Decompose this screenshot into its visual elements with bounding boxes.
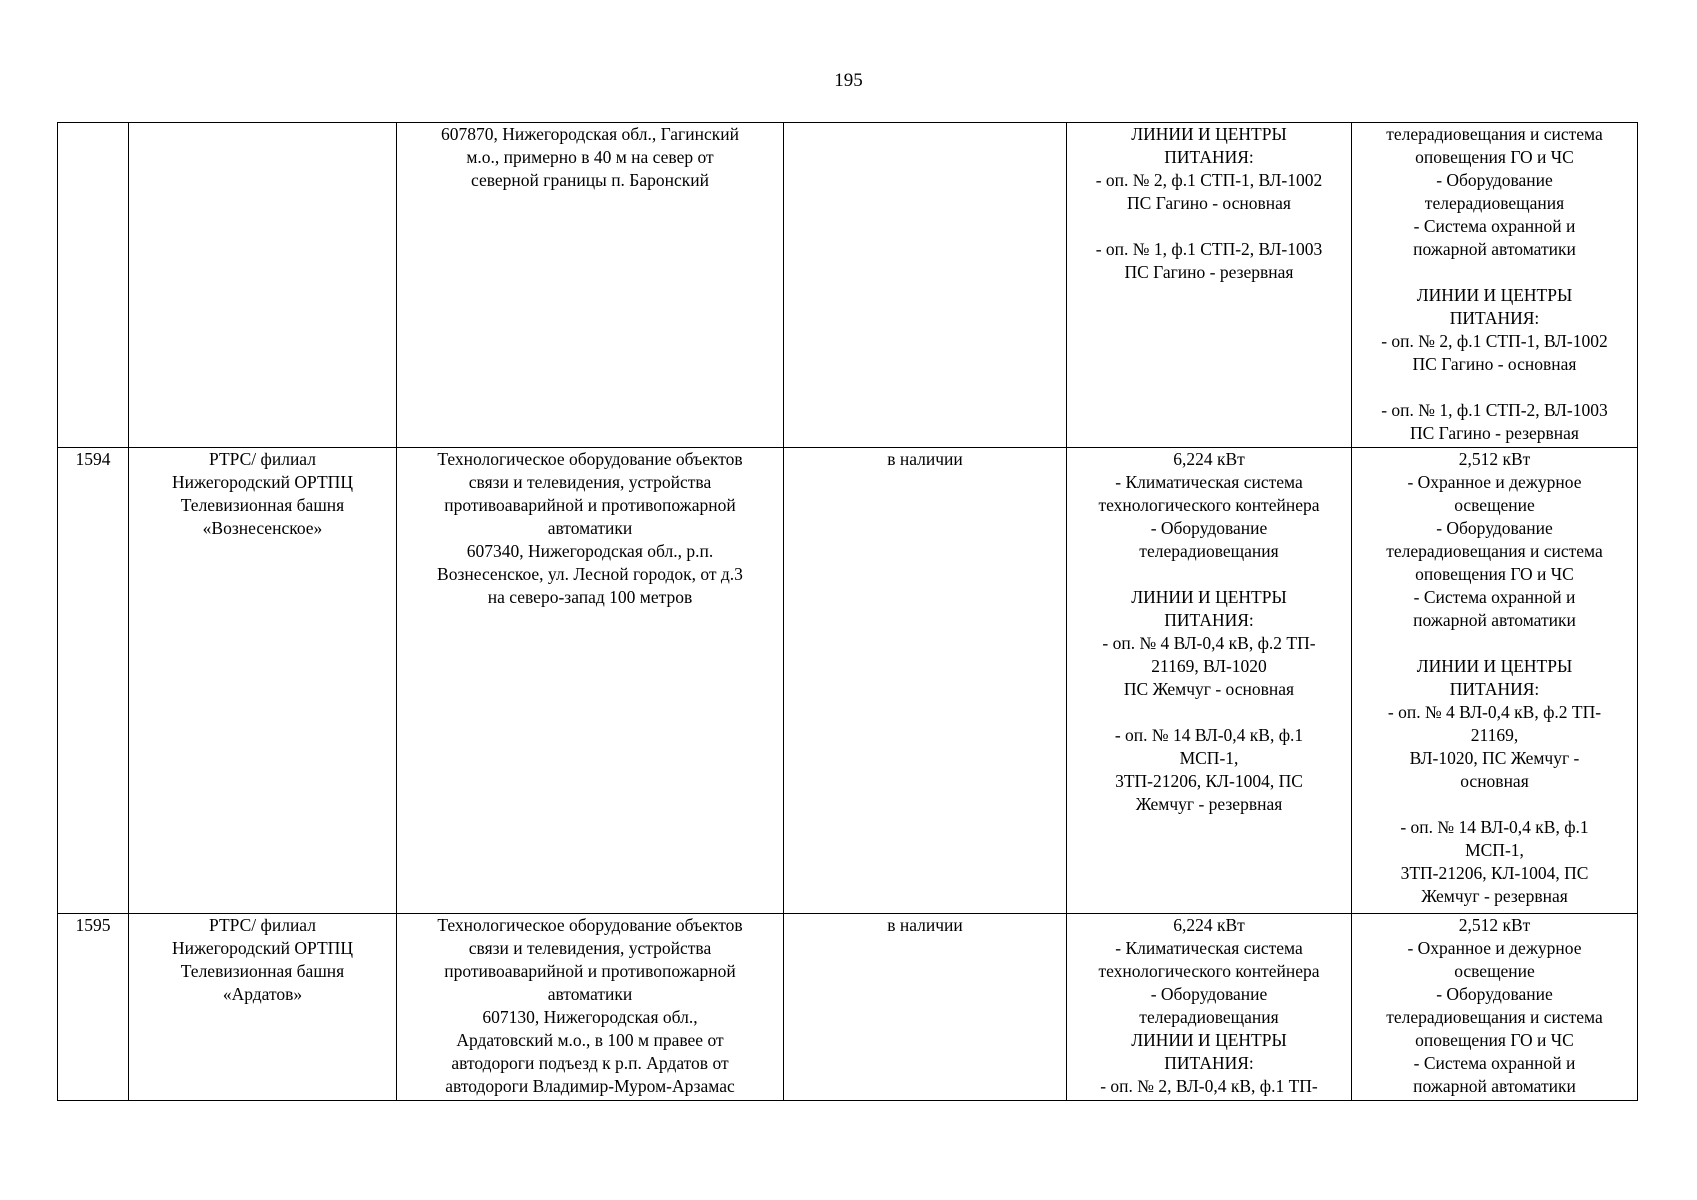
cell-text-line: ЛИНИИ И ЦЕНТРЫ [1416, 656, 1573, 676]
cell-text-line: Телевизионная башня [180, 961, 345, 981]
cell-text-line: Жемчуг - резервная [1421, 886, 1568, 906]
cell-object-address [397, 914, 784, 1101]
line-gap [1356, 793, 1633, 816]
cell-text-line: Ардатовский м.о., в 100 м правее от [456, 1030, 724, 1050]
cell-text-line: основная [1460, 771, 1529, 791]
cell-status: в наличии [784, 914, 1067, 1101]
cell-power-main [1067, 914, 1352, 1101]
cell-text-line: 607340, Нижегородская обл., р.п. [466, 541, 714, 561]
cell-text-line: оповещения ГО и ЧС [1415, 1030, 1574, 1050]
cell-text-line: - Оборудование [1150, 984, 1268, 1004]
cell-text-line: Нижегородский ОРТПЦ [172, 472, 353, 492]
cell-text-line: ВЛ-1020, ПС Жемчуг - [1409, 748, 1580, 768]
table-row [58, 914, 1638, 1101]
cell-text-line: Вознесенское, ул. Лесной городок, от д.3 [437, 564, 743, 584]
cell-text-line: - Оборудование [1150, 518, 1268, 538]
cell-text-line: Нижегородский ОРТПЦ [172, 938, 353, 958]
cell-text-line: телерадиовещания [1139, 541, 1279, 561]
cell-text-line: автоматики [547, 518, 633, 538]
cell-text-line: противоаварийной и противопожарной [444, 961, 736, 981]
cell-text-line: 2,512 кВт [1458, 915, 1531, 935]
line-gap [1356, 261, 1633, 284]
cell-text-line: - оп. № 14 ВЛ-0,4 кВ, ф.1 [1114, 725, 1304, 745]
cell-text-line: - оп. № 14 ВЛ-0,4 кВ, ф.1 [1400, 817, 1589, 837]
line-gap [1356, 632, 1633, 655]
line-gap [1071, 215, 1347, 238]
cell-text-line: ЛИНИИ И ЦЕНТРЫ [1416, 285, 1573, 305]
cell-text-line: телерадиовещания [1139, 1007, 1279, 1027]
cell-text-line: Жемчуг - резервная [1135, 794, 1283, 814]
document-table [57, 122, 1638, 1101]
cell-text-line: ПИТАНИЯ: [1164, 147, 1254, 167]
cell-text-line: 21169, [1470, 725, 1519, 745]
cell-object-address [397, 448, 784, 914]
cell-text-line: - оп. № 1, ф.1 СТП-2, ВЛ-1003 [1381, 400, 1608, 420]
cell-text-line: 6,224 кВт [1173, 449, 1245, 469]
cell-number: 1595 [58, 914, 129, 1101]
cell-text-line: оповещения ГО и ЧС [1415, 147, 1574, 167]
cell-text-line: освещение [1454, 961, 1535, 981]
cell-text-line: м.о., примерно в 40 м на север от [466, 147, 714, 167]
cell-text-line: технологического контейнера [1098, 495, 1320, 515]
cell-text-line: ЛИНИИ И ЦЕНТРЫ [1131, 1030, 1287, 1050]
cell-organization [129, 448, 397, 914]
cell-text-line: Телевизионная башня [180, 495, 345, 515]
cell-text-line: 21169, ВЛ-1020 [1151, 656, 1267, 676]
cell-text-line: ПИТАНИЯ: [1449, 679, 1540, 699]
cell-text-line: противоаварийной и противопожарной [444, 495, 736, 515]
cell-text-line: 607130, Нижегородская обл., [482, 1007, 698, 1027]
cell-text-line: - оп. № 2, ВЛ-0,4 кВ, ф.1 ТП- [1100, 1076, 1318, 1096]
cell-text-line: телерадиовещания и система [1386, 124, 1603, 144]
cell-text-line: - Климатическая система [1115, 938, 1303, 958]
cell-text-line: автодороги Владимир-Муром-Арзамас [445, 1076, 735, 1096]
cell-text-line: связи и телевидения, устройства [468, 472, 712, 492]
cell-text-line: 6,224 кВт [1173, 915, 1245, 935]
cell-text-line: ПС Гагино - основная [1127, 193, 1291, 213]
cell-status: в наличии [784, 448, 1067, 914]
table-row [58, 448, 1638, 914]
cell-text-line: телерадиовещания и система [1386, 1007, 1603, 1027]
cell-object-address [397, 123, 784, 448]
cell-text-line: связи и телевидения, устройства [468, 938, 712, 958]
cell-text-line: Технологическое оборудование объектов [437, 449, 743, 469]
cell-number: 1594 [58, 448, 129, 914]
cell-power-reserve [1352, 123, 1638, 448]
cell-text-line: - Система охранной и [1413, 587, 1576, 607]
cell-text-line: ПС Гагино - основная [1412, 354, 1577, 374]
table-row [58, 123, 1638, 448]
cell-text-line: - Оборудование [1436, 170, 1553, 190]
cell-text-line: телерадиовещания [1424, 193, 1565, 213]
cell-power-main [1067, 123, 1352, 448]
cell-number [58, 123, 129, 448]
cell-organization [129, 914, 397, 1101]
cell-text-line: - Система охранной и [1413, 1053, 1576, 1073]
cell-text-line: автодороги подъезд к р.п. Ардатов от [451, 1053, 729, 1073]
cell-text-line: МСП-1, [1179, 748, 1239, 768]
cell-text-line: автоматики [547, 984, 633, 1004]
cell-organization [129, 123, 397, 448]
cell-text-line: - Система охранной и [1413, 216, 1576, 236]
cell-text-line: 3ТП-21206, КЛ-1004, ПС [1115, 771, 1303, 791]
cell-text-line: РТРС/ филиал [209, 449, 316, 469]
line-gap [1356, 376, 1633, 399]
cell-text-line: северной границы п. Баронский [470, 170, 709, 190]
cell-text-line: ЛИНИИ И ЦЕНТРЫ [1131, 124, 1287, 144]
cell-text-line: - оп. № 2, ф.1 СТП-1, ВЛ-1002 [1381, 331, 1608, 351]
cell-text-line: Технологическое оборудование объектов [437, 915, 743, 935]
cell-text-line: технологического контейнера [1098, 961, 1320, 981]
cell-text-line: - Климатическая система [1115, 472, 1303, 492]
table-body [58, 123, 1638, 1101]
cell-text-line: «Вознесенское» [202, 518, 323, 538]
cell-text-line: - оп. № 4 ВЛ-0,4 кВ, ф.2 ТП- [1387, 702, 1602, 722]
cell-text-line: - Охранное и дежурное [1407, 938, 1582, 958]
cell-text-line: МСП-1, [1465, 840, 1524, 860]
cell-text-line: ПИТАНИЯ: [1164, 610, 1254, 630]
cell-status [784, 123, 1067, 448]
line-gap [1071, 563, 1347, 586]
cell-text-line: РТРС/ филиал [209, 915, 316, 935]
cell-text-line: - Охранное и дежурное [1407, 472, 1582, 492]
cell-text-line: пожарной автоматики [1413, 239, 1576, 259]
cell-text-line: ПС Гагино - резервная [1124, 262, 1294, 282]
cell-text-line: - Оборудование [1436, 984, 1553, 1004]
cell-text-line: ПС Жемчуг - основная [1123, 679, 1295, 699]
page-number: 195 [834, 70, 863, 91]
cell-text-line: оповещения ГО и ЧС [1415, 564, 1574, 584]
cell-text-line: пожарной автоматики [1413, 610, 1576, 630]
cell-text-line: 2,512 кВт [1458, 449, 1531, 469]
cell-text-line: 607870, Нижегородская обл., Гагинский [441, 124, 739, 144]
cell-power-main [1067, 448, 1352, 914]
cell-text-line: освещение [1454, 495, 1535, 515]
cell-power-reserve [1352, 914, 1638, 1101]
cell-text-line: пожарной автоматики [1413, 1076, 1576, 1096]
cell-text-line: - оп. № 2, ф.1 СТП-1, ВЛ-1002 [1095, 170, 1323, 190]
cell-text-line: - Оборудование [1436, 518, 1553, 538]
cell-text-line: ПИТАНИЯ: [1449, 308, 1540, 328]
cell-text-line: ПИТАНИЯ: [1164, 1053, 1254, 1073]
cell-text-line: ПС Гагино - резервная [1410, 423, 1579, 443]
cell-text-line: «Ардатов» [222, 984, 303, 1004]
cell-text-line: на северо-запад 100 метров [487, 587, 693, 607]
cell-power-reserve [1352, 448, 1638, 914]
cell-text-line: 3ТП-21206, КЛ-1004, ПС [1400, 863, 1589, 883]
cell-text-line: телерадиовещания и система [1386, 541, 1603, 561]
line-gap [1071, 701, 1347, 724]
cell-text-line: - оп. № 1, ф.1 СТП-2, ВЛ-1003 [1095, 239, 1323, 259]
cell-text-line: ЛИНИИ И ЦЕНТРЫ [1131, 587, 1287, 607]
cell-text-line: - оп. № 4 ВЛ-0,4 кВ, ф.2 ТП- [1102, 633, 1316, 653]
